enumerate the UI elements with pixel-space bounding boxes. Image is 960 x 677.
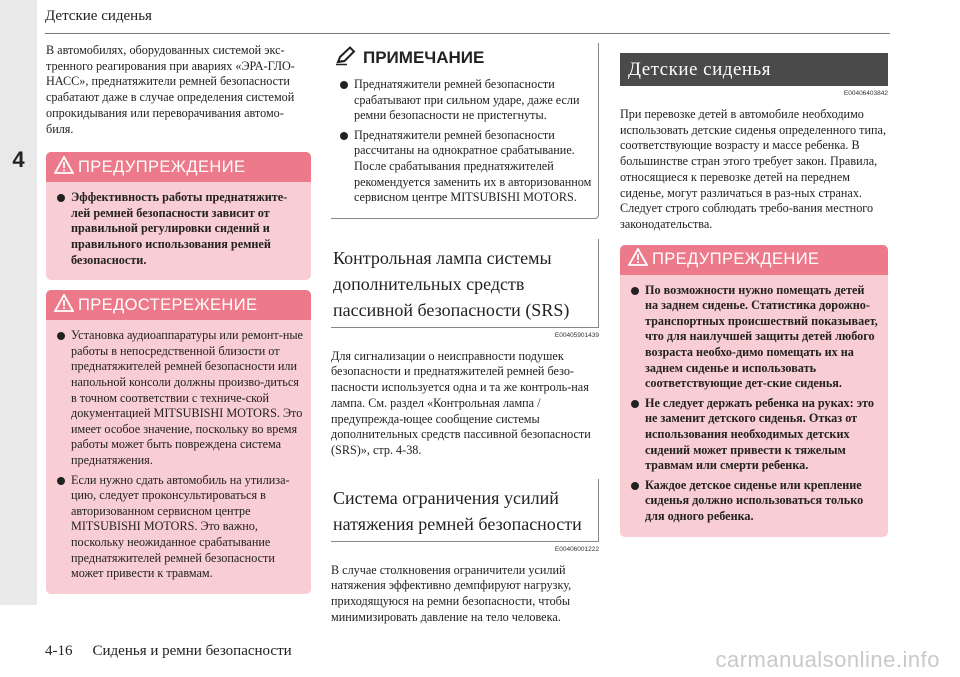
warning-item: Каждое детское сиденье или крепление сиденья должно использоваться только для одного ребенка.: [628, 478, 880, 525]
warning-box-pretensioner: [46, 152, 311, 280]
caution-box-header: [46, 290, 311, 320]
note-box: [331, 43, 599, 219]
child-seats-paragraph: При перевозке детей в автомобиле необходимо использовать детские сиденья определенного типа, соответствующие возрасту и массе ребенка. В большинстве стран этого требует закон. Правила, относящиеся к перевозке детей на переднем сиденье, могут различаться в раз-ных странах. Следует строго соблюдать требо-вания местного законодательства.: [620, 107, 887, 231]
watermark: carmanualsonline.info: [715, 647, 940, 672]
srs-paragraph: Для сигнализации о неисправности подушек безопасности и преднатяжителей ремней безо-пасности используется одна и та же контроль-ная лампа. См. раздел «Контрольная лампа / предупрежда-ющее сообщение системы дополнительных средств пассивной безопасности (SRS)», стр. 4-38.: [331, 348, 591, 457]
warning-triangle-icon: [628, 248, 648, 271]
column-1: [46, 43, 311, 594]
limiter-section-code: E00406001222: [554, 545, 599, 553]
note-title: ПРИМЕЧАНИЕ: [363, 48, 485, 67]
page-header-title: Детские сиденья: [45, 8, 152, 24]
srs-section-code: E00405901439: [554, 331, 599, 339]
warning-item: Не следует держать ребенка на руках: это не заменит детского сиденья. Отказ от использования необходимых детских сидений может привести к тяжелым травмам или смерти ребенка.: [628, 396, 880, 474]
column-3: [620, 53, 888, 537]
intro-paragraph: В автомобилях, оборудованных системой экс-тренного реагирования при авариях «ЭРА-ГЛО-НАСС», преднатяжители ремней безопасности срабатают даже в случае определения системой опрокидывания или переворачивания автомо-биля.: [46, 43, 295, 136]
chapter-number: 4: [12, 147, 25, 172]
caution-item: Установка аудиоаппаратуры или ремонт-ные работы в непосредственной близости от преднатяжителей ремней безопасности или напольной консоли должны произво-диться в точном соответствии с техниче-ской документацией MITSUBISHI MOTORS. Это имеет особое значение, поскольку во время работы может быть повреждена система преднатяжения.: [54, 328, 303, 468]
caution-item: Если нужно сдать автомобиль на утилиза-цию, следует проконсультироваться в авторизованном сервисном центре MITSUBISHI MOTORS. Это важно, поскольку неожиданное срабатывание преднатяжителей ремней безопасности может привести к травмам.: [54, 473, 303, 582]
srs-section-heading: [331, 239, 599, 328]
note-item: Преднатяжители ремней безопасности рассчитаны на однократное срабатывание. После срабатывания преднатяжителей рекомендуется заменить их в авторизованном сервисном центре MITSUBISHI MOTORS.: [337, 128, 592, 206]
footer-section-name: Сиденья и ремни безопасности: [92, 643, 292, 659]
child-seats-section-title: Детские сиденья: [620, 53, 888, 86]
column-2: [331, 43, 599, 625]
warning-box-body: [46, 182, 311, 280]
limiter-section-heading: [331, 479, 599, 542]
warning-box-header: [620, 245, 888, 275]
note-header: [331, 43, 598, 73]
limiter-paragraph: В случае столкновения ограничители усилий натяжения эффективно демпфируют нагрузку, приходящуюся на ремни безопасности, чтобы минимизировать давление на тело человека.: [331, 562, 572, 624]
caution-box-body: [46, 320, 311, 594]
warning-box-body: [620, 275, 888, 537]
caution-box: [46, 290, 311, 594]
header-divider: [45, 33, 890, 34]
warning-item: Эффективность работы преднатяжите-лей ремней безопасности зависит от правильной регулировки сидений и правильного использования ремней безопасности.: [54, 190, 303, 268]
warning-box-title: ПРЕДУПРЕЖДЕНИЕ: [652, 250, 820, 269]
limiter-section-title: Система ограничения усилий натяжения ремней безопасности: [333, 487, 582, 534]
page-number: 4-16: [45, 643, 73, 659]
warning-triangle-icon: [54, 294, 74, 317]
note-item: Преднатяжители ремней безопасности срабатывают при сильном ударе, даже если ремни безопасности не пристегнуты.: [337, 77, 592, 124]
srs-section-title: Контрольная лампа системы дополнительных средств пассивной безопасности (SRS): [333, 247, 570, 320]
caution-box-title: ПРЕДОСТЕРЕЖЕНИЕ: [78, 295, 258, 314]
note-body: [331, 73, 598, 218]
warning-triangle-icon: [54, 156, 74, 179]
warning-box-child-seats: [620, 245, 888, 537]
pencil-icon: [335, 46, 357, 71]
child-seats-section-code: E00406403842: [843, 90, 888, 97]
page-footer: [45, 643, 292, 660]
warning-box-header: [46, 152, 311, 182]
chapter-sidebar: [0, 0, 37, 605]
warning-item: По возможности нужно помещать детей на заднем сиденье. Статистика дорожно-транспортных происшествий показывает, что для наилучшей защиты детей любого возраста необхо-димо помещать их на заднем сиденье и использовать соответствующие дет-ские сиденья.: [628, 283, 880, 392]
warning-box-title: ПРЕДУПРЕЖДЕНИЕ: [78, 157, 246, 176]
